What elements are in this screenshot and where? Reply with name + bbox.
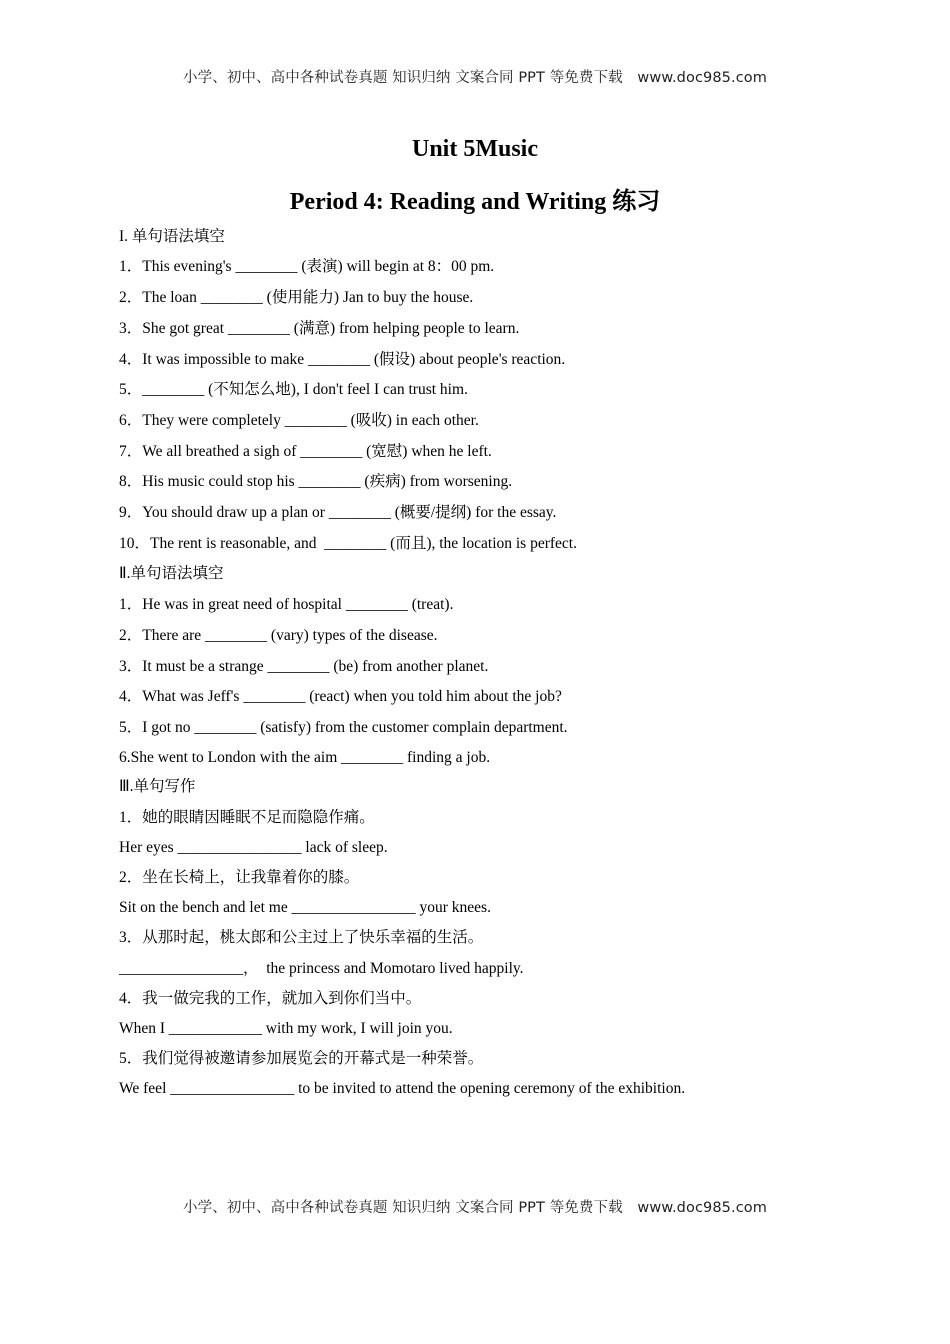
exercise-item: 5．I got no ________ (satisfy) from the customer complain department. xyxy=(119,719,568,736)
footer-banner-url[interactable]: www.doc985.com xyxy=(637,1200,767,1216)
section-1-heading: I. 单句语法填空 xyxy=(119,228,225,245)
header-banner-url[interactable]: www.doc985.com xyxy=(637,70,767,86)
exercise-item: 10．The rent is reasonable, and ________ (而且), the location is perfect. xyxy=(119,535,577,552)
footer-banner xyxy=(0,1196,950,1217)
exercise-item: 1．He was in great need of hospital ________ (treat). xyxy=(119,596,454,613)
translation-prompt: 4．我一做完我的工作，就加入到你们当中。 xyxy=(119,990,422,1007)
exercise-item: 5．________ (不知怎么地), I don't feel I can trust him. xyxy=(119,381,468,398)
exercise-item: 6.She went to London with the aim ________ finding a job. xyxy=(119,749,491,766)
unit-title: Unit 5Music xyxy=(412,136,538,162)
section-2-heading: Ⅱ.单句语法填空 xyxy=(119,565,224,582)
exercise-item: 8．His music could stop his ________ (疾病) from worsening. xyxy=(119,473,513,490)
exercise-item: 3．It must be a strange ________ (be) from another planet. xyxy=(119,658,489,675)
exercise-item: 7．We all breathed a sigh of ________ (宽慰) when he left. xyxy=(119,443,492,460)
translation-sentence: ________________， the princess and Momotaro lived happily. xyxy=(119,960,524,977)
translation-prompt: 3．从那时起，桃太郎和公主过上了快乐幸福的生活。 xyxy=(119,929,484,946)
translation-prompt: 2．坐在长椅上，让我靠着你的膝。 xyxy=(119,869,360,886)
translation-sentence: Her eyes ________________ lack of sleep. xyxy=(119,839,388,856)
translation-prompt: 5．我们觉得被邀请参加展览会的开幕式是一种荣誉。 xyxy=(119,1050,484,1067)
exercise-item: 4．It was impossible to make ________ (假设) about people's reaction. xyxy=(119,351,566,368)
exercise-item: 3．She got great ________ (满意) from helping people to learn. xyxy=(119,320,520,337)
exercise-item: 9．You should draw up a plan or ________ (概要/提纲) for the essay. xyxy=(119,504,557,521)
section-3-heading: Ⅲ.单句写作 xyxy=(119,778,196,795)
exercise-item: 2．The loan ________ (使用能力) Jan to buy the house. xyxy=(119,289,474,306)
header-banner xyxy=(0,66,950,87)
period-title: Period 4: Reading and Writing 练习 xyxy=(289,189,661,215)
translation-sentence: When I ____________ with my work, I will join you. xyxy=(119,1020,453,1037)
translation-sentence: Sit on the bench and let me ________________ your knees. xyxy=(119,899,491,916)
exercise-item: 2．There are ________ (vary) types of the disease. xyxy=(119,627,438,644)
exercise-item: 1．This evening's ________ (表演) will begin at 8：00 pm. xyxy=(119,258,495,275)
translation-sentence: We feel ________________ to be invited to attend the opening ceremony of the exhibition. xyxy=(119,1080,686,1097)
translation-prompt: 1．她的眼睛因睡眠不足而隐隐作痛。 xyxy=(119,809,375,826)
footer-banner-text: 小学、初中、高中各种试卷真题 知识归纳 文案合同 PPT 等免费下载 xyxy=(183,1200,623,1216)
exercise-item: 6．They were completely ________ (吸收) in each other. xyxy=(119,412,479,429)
header-banner-text: 小学、初中、高中各种试卷真题 知识归纳 文案合同 PPT 等免费下载 xyxy=(183,70,623,86)
exercise-item: 4．What was Jeff's ________ (react) when you told him about the job? xyxy=(119,688,562,705)
